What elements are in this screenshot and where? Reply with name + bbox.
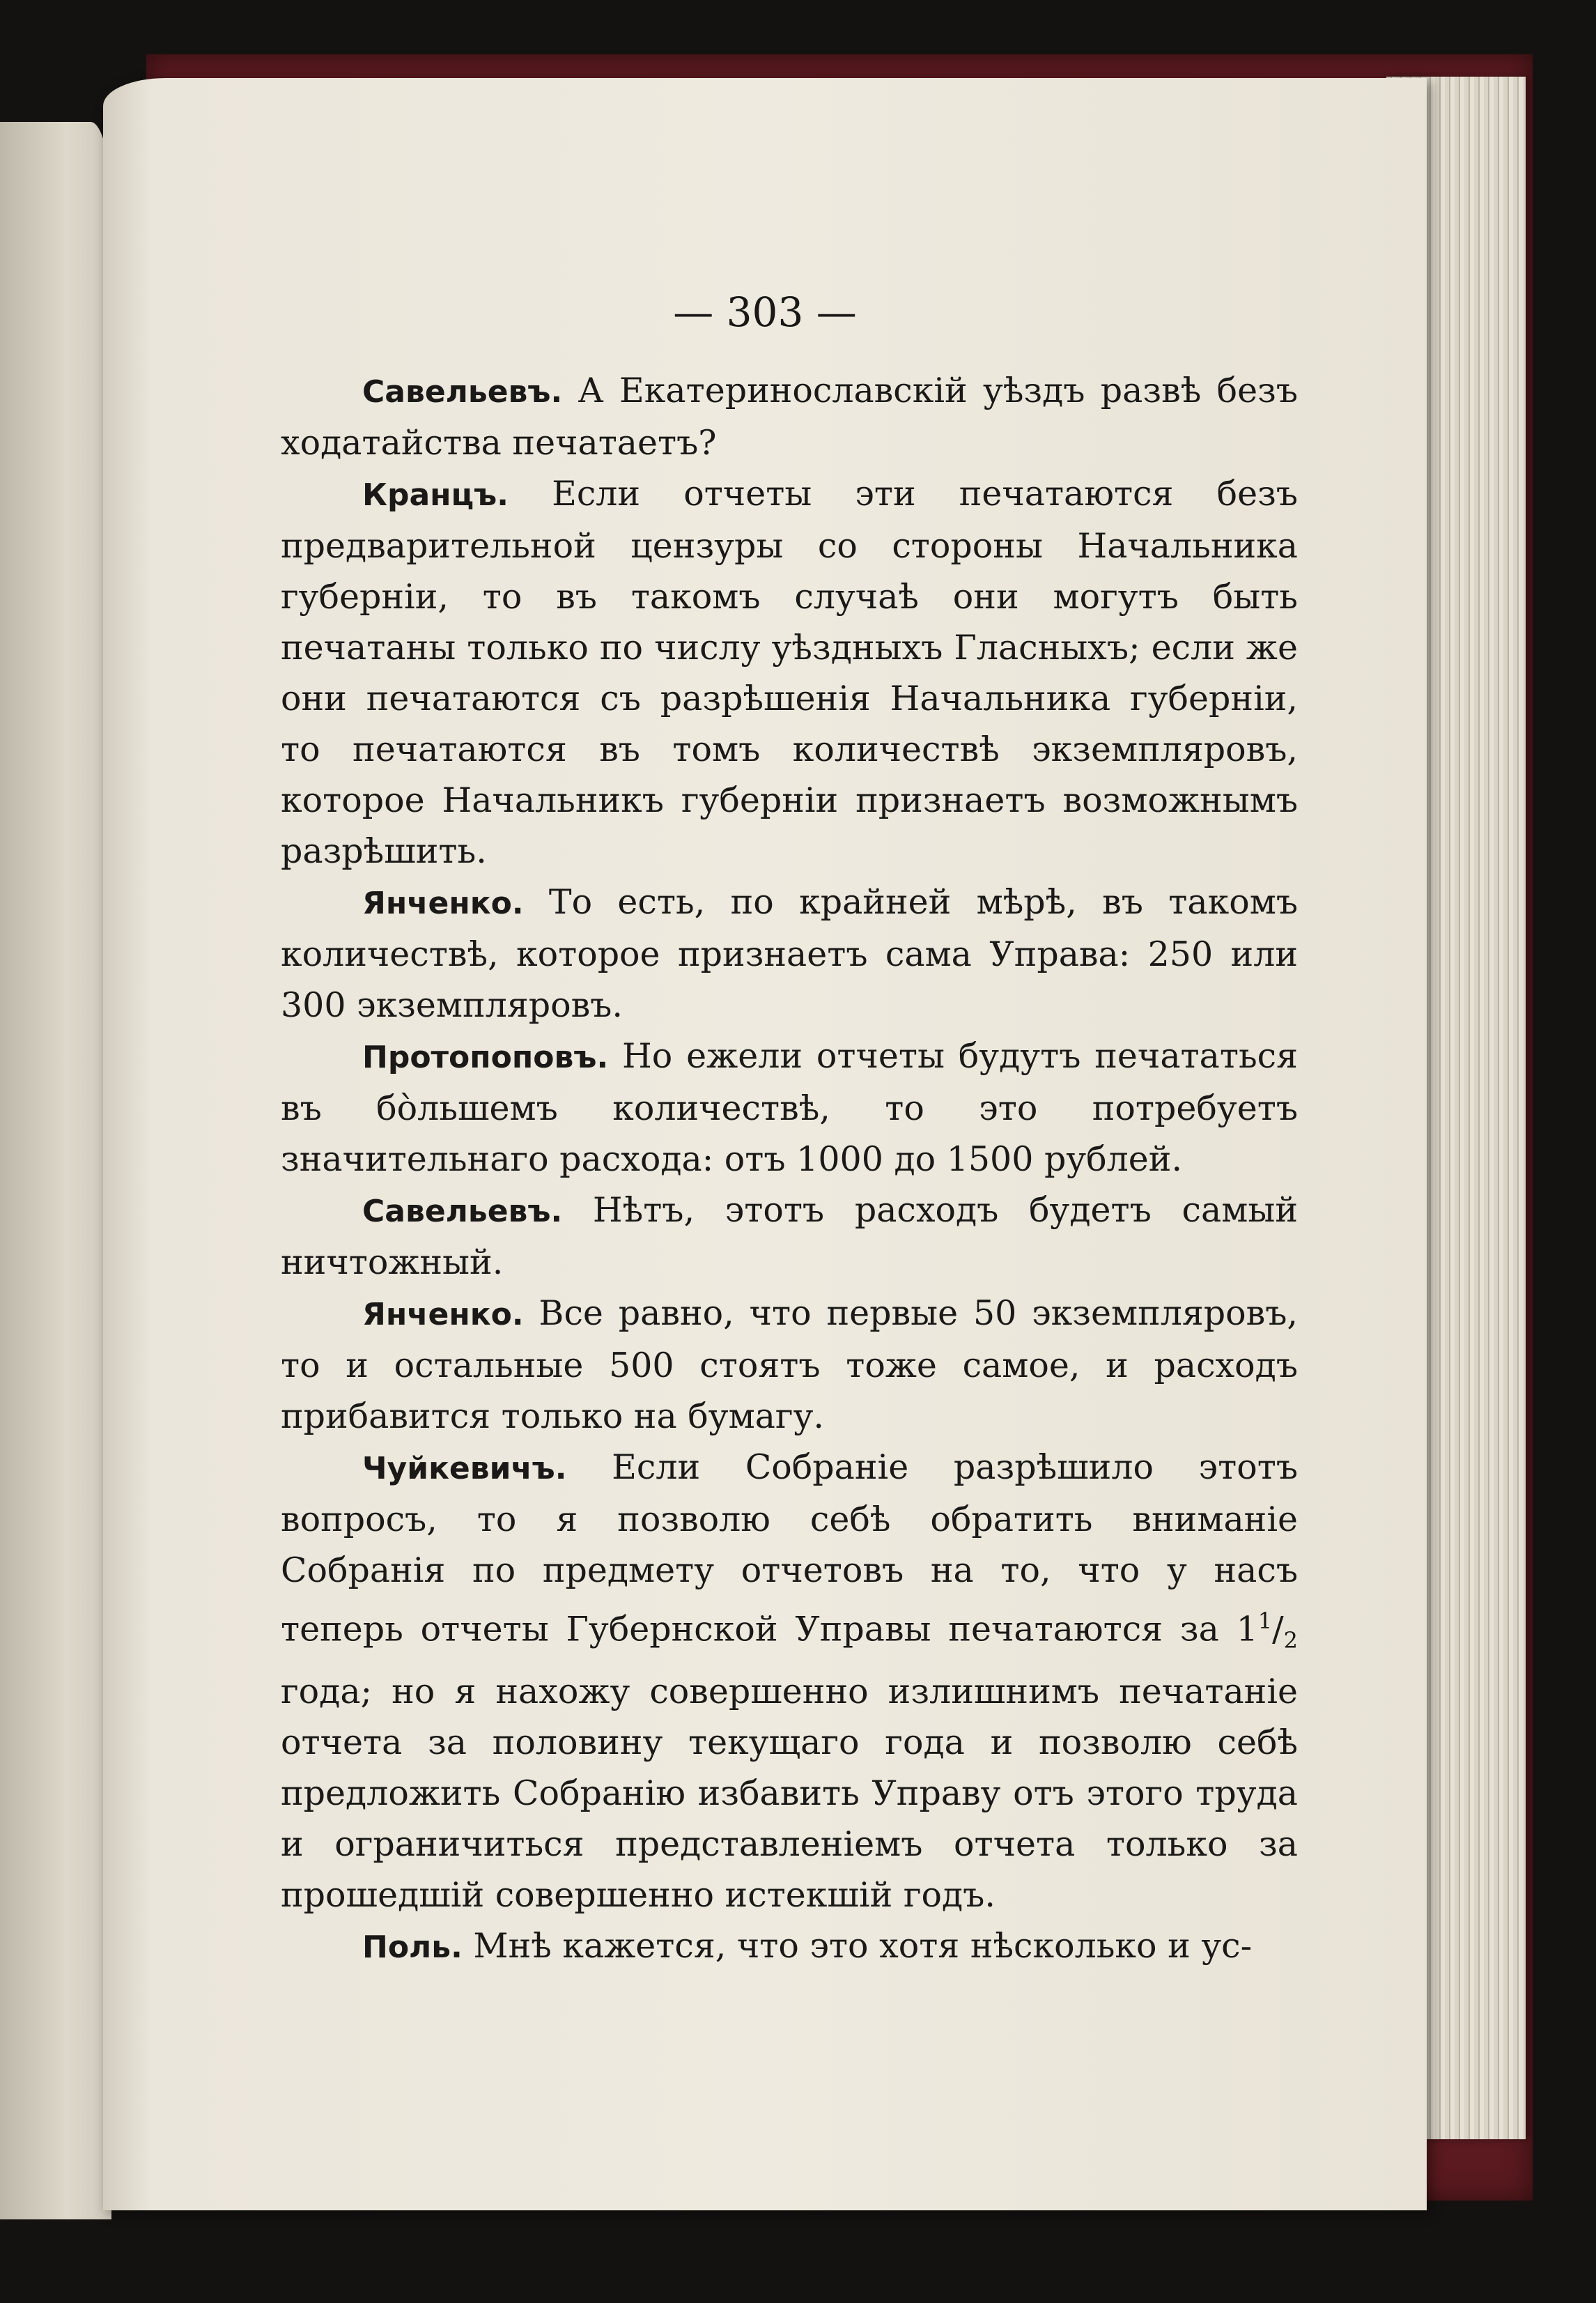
paragraph <box>281 365 1298 468</box>
speech-text: Если Собраніе разрѣшило этотъ вопросъ, то я позволю себѣ обратить вниманіе Собранія по предмету отчетовъ на то, что у насъ теперь отчеты Губернской Управы печатаются за 1 <box>281 1447 1298 1649</box>
speech-text: Если отчеты эти печатаются безъ предварительной цензуры со стороны Начальника губерніи, то въ такомъ случаѣ они могутъ быть печатаны только по числу уѣздныхъ Гласныхъ; если же они печатаются съ разрѣшенія Начальника губерніи, то печатаются въ томъ количествѣ экземпляровъ, которое Начальникъ губерніи признаетъ возможнымъ разрѣшить. <box>281 474 1298 871</box>
page-number: — 303 — <box>673 288 857 336</box>
speech-text: А Екатеринославскій уѣздъ развѣ безъ ходатайства печатаетъ? <box>281 371 1298 463</box>
speech-text: Мнѣ кажется, что это хотя нѣсколько и ус- <box>462 1926 1253 1966</box>
speaker-name: Савельевъ. <box>362 374 563 410</box>
paragraph: Чуйкевичъ. Если Собраніе разрѣшило этотъ вопросъ, то я позволю себѣ обратить вниманіе Собранія по предмету отчетовъ на то, что у насъ теперь отчеты Губернской Управы печатаются за $1^1/_2$ года; но я нахожу совершенно излишнимъ печатаніе отчета за половину текущаго года и позволю себѣ предложить Собранію избавить Управу отъ этого труда и ограничиться представленіемъ отчета только за прошедшій совершенно истекшій годъ. <box>281 1447 1298 1916</box>
paragraph <box>281 1288 1298 1442</box>
paragraph <box>281 1031 1298 1185</box>
paragraph <box>281 1920 1298 1973</box>
speaker-name: Янченко. <box>362 1297 524 1332</box>
book-page <box>103 78 1427 2210</box>
paragraph <box>281 468 1298 877</box>
paragraph <box>281 1185 1298 1288</box>
page-text <box>281 365 1298 1973</box>
fraction-denominator: 2 <box>1283 1627 1298 1654</box>
speech-text: года; но я нахожу совершенно излишнимъ печатаніе отчета за половину текущаго года и позволю себѣ предложить Собранію избавить Управу отъ этого труда и ограничиться представленіемъ отчета только за прошедшій совершенно истекшій годъ. <box>281 1672 1298 1916</box>
speech-text: Все равно, что первые 50 экземпляровъ, то и остальные 500 стоятъ тоже самое, и расходъ прибавится только на бумагу. <box>281 1293 1298 1436</box>
speech-text: Но ежели отчеты будутъ печататься въ бо̀льшемъ количествѣ, то это потребуетъ значительнаго расхода: отъ 1000 до 1500 рублей. <box>281 1036 1298 1179</box>
fraction-numerator: 1 <box>1257 1608 1273 1634</box>
speaker-name: Кранцъ. <box>362 477 509 513</box>
speaker-name: Янченко. <box>362 886 524 921</box>
speaker-name: Савельевъ. <box>362 1194 563 1229</box>
speaker-name: Протопоповъ. <box>362 1040 609 1075</box>
facing-page-edge <box>0 122 111 2219</box>
speech-text: Нѣтъ, этотъ расходъ будетъ самый ничтожный. <box>281 1190 1298 1282</box>
speaker-name: Чуйкевичъ. <box>362 1451 567 1486</box>
paragraph <box>281 877 1298 1031</box>
speaker-name: Поль. <box>362 1930 463 1966</box>
speech-text: То есть, по крайней мѣрѣ, въ такомъ количествѣ, которое признаетъ сама Управа: 250 или 300 экземпляровъ. <box>281 882 1298 1025</box>
